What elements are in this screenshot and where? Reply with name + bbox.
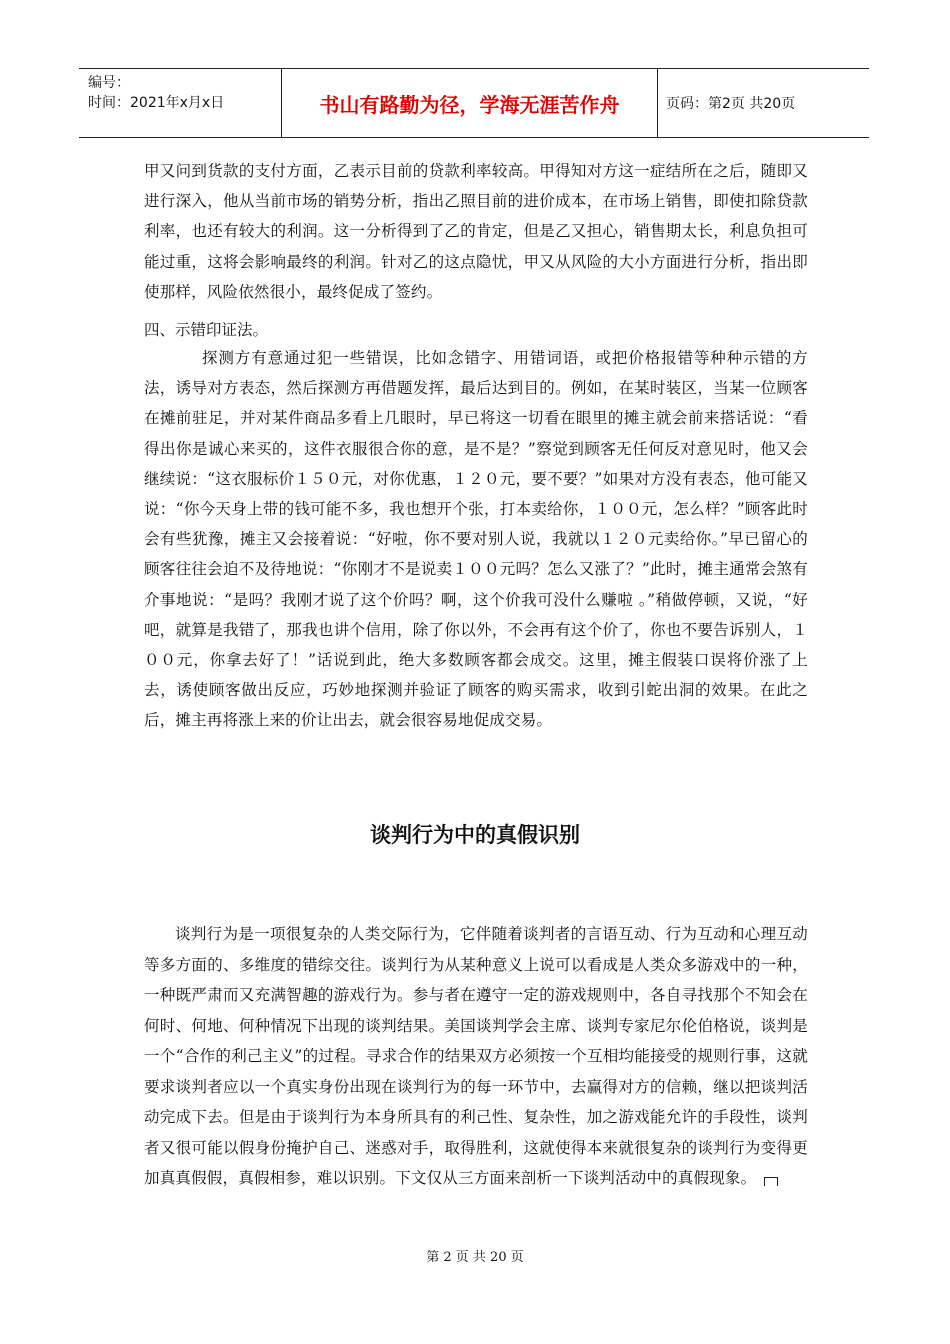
paragraph-2: 探测方有意通过犯一些错误，比如念错字、用错词语，或把价格报错等种种示错的方法，诱导对方表态，然后探测方再借题发挥，最后达到目的。例如，在某时装区，当某一位顾客在摊前驻足，并对某件商品多看上几眼时，早已将这一切看在眼里的摊主就会前来搭话说：“看得出你是诚心来买的，这件衣服很合你的意，是不是？”察觉到顾客无任何反对意见时，他又会继续说：“这衣服标价１５０元，对你优惠，１２０元，要不要？”如果对方没有表态，他可能又说：“你今天身上带的钱可能不多，我也想开个张，打本卖给你，１００元，怎么样？”顾客此时会有些犹豫，摊主又会接着说：“好啦，你不要对别人说，我就以１２０元卖给你。”早已留心的顾客往往会迫不及待地说：“你刚才不是说卖１００元吗？怎么又涨了？”此时，摊主通常会煞有介事地说：“是吗？我刚才说了这个价吗？啊，这个价我可没什么赚啦 。”稍做停顿，又说，“好吧，就算是我错了，那我也讲个信用，除了你以外，不会再有这个价了，你也不要告诉别人，１００元，你拿去好了！”话说到此，绝大多数顾客都会成交。这里，摊主假装口误将价涨了上去，诱使顾客做出反应，巧妙地探测并验证了顾客的购买需求，收到引蛇出洞的效果。在此之后，摊主再将涨上来的价让出去，就会很容易地促成交易。 — [144, 349, 808, 730]
header-table — [79, 68, 869, 138]
end-mark-icon — [764, 1177, 778, 1186]
page-footer: 第 2 页 共 20 页 — [426, 1250, 524, 1265]
article-title: 谈判行为中的真假识别 — [370, 823, 580, 847]
paragraph-3 — [144, 919, 808, 1194]
header-meta — [79, 69, 282, 137]
number-label: 编号： — [88, 75, 130, 91]
header-page-info: 页码：第2页 共20页 — [666, 96, 796, 112]
time-label: 时间：2021年x月x日 — [88, 95, 225, 111]
paragraph-3-text: 谈判行为是一项很复杂的人类交际行为，它伴随着谈判者的言语互动、行为互动和心理互动等多方面的、多维度的错综交往。谈判行为从某种意义上说可以看成是人类众多游戏中的一种，一种既严肃而又充满智趣的游戏行为。参与者在遵守一定的游戏规则中，各自寻找那个不知会在何时、何地、何种情况下出现的谈判结果。美国谈判学会主席、谈判专家尼尔伦伯格说，谈判是一个“合作的利己主义”的过程。寻求合作的结果双方必须按一个互相均能接受的规则行事，这就要求谈判者应以一个真实身份出现在谈判行为的每一环节中，去赢得对方的信赖，继以把谈判活动完成下去。但是由于谈判行为本身所具有的利己性、复杂性，加之游戏能允许的手段性，谈判者又很可能以假身份掩护自己、迷惑对手，取得胜利，这就使得本来就很复杂的谈判行为变得更加真真假假，真假相参，难以识别。下文仅从三方面来剖析一下谈判活动中的真假现象。 — [144, 925, 808, 1187]
header-motto: 书山有路勤为径，学海无涯苦作舟 — [282, 69, 658, 137]
section-heading: 四、示错印证法。 — [144, 321, 269, 339]
paragraph-1: 甲又问到货款的支付方面，乙表示目前的贷款利率较高。甲得知对方这一症结所在之后，随即又进行深入，他从当前市场的销势分析，指出乙照目前的进价成本，在市场上销售，即使扣除贷款利率，也还有较大的利润。这一分析得到了乙的肯定，但是乙又担心，销售期太长，利息负担可能过重，这将会影响最终的利润。针对乙的这点隐忧，甲又从风险的大小方面进行分析，指出即使那样，风险依然很小，最终促成了签约。 — [144, 162, 808, 301]
